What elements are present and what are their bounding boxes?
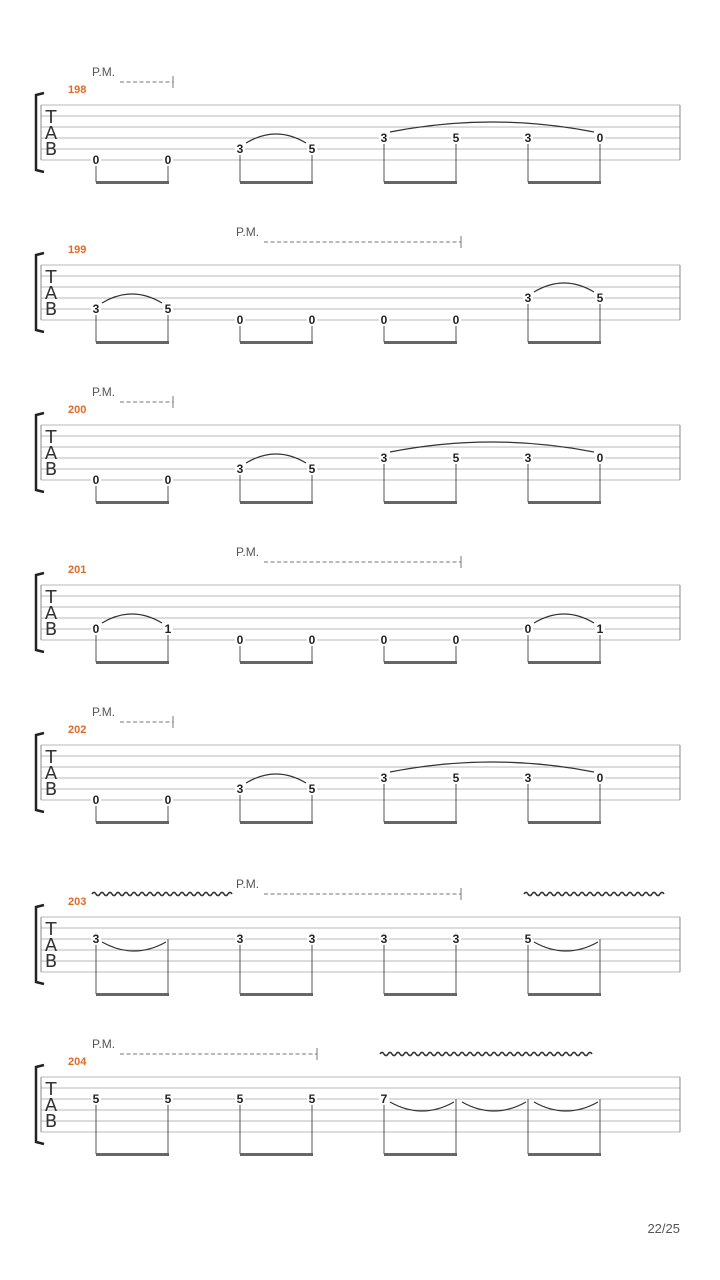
fret-number: 3 [524, 131, 532, 145]
fret-number: 3 [236, 142, 244, 156]
tab-clef-letter: A [44, 1095, 58, 1116]
note-beam [528, 993, 601, 996]
note-beam [96, 821, 169, 824]
measure-number: 198 [68, 84, 87, 96]
fret-number: 3 [524, 291, 532, 305]
fret-number: 0 [380, 633, 388, 647]
fret-number: 0 [236, 313, 244, 327]
tab-clef-letter: T [45, 919, 57, 940]
fret-number: 0 [452, 633, 460, 647]
palm-mute-label: P.M. [92, 705, 116, 719]
fret-number: 1 [164, 622, 172, 636]
fret-number: 5 [92, 1092, 100, 1106]
palm-mute-label: P.M. [236, 225, 260, 239]
measure-number: 203 [68, 896, 87, 908]
fret-number: 5 [308, 1092, 316, 1106]
tab-clef-letter: T [45, 267, 57, 288]
fret-number: 5 [308, 142, 316, 156]
fret-number: 3 [308, 932, 316, 946]
fret-number: 3 [380, 771, 388, 785]
fret-number: 0 [596, 771, 604, 785]
tab-clef-letter: T [45, 427, 57, 448]
fret-number: 0 [452, 313, 460, 327]
tab-clef-letter: B [44, 619, 58, 640]
note-beam [384, 181, 457, 184]
note-beam [240, 993, 313, 996]
fret-number: 3 [380, 932, 388, 946]
fret-number: 0 [308, 313, 316, 327]
fret-number: 1 [596, 622, 604, 636]
measure-number: 199 [68, 244, 87, 256]
tab-clef-letter: B [44, 1111, 58, 1132]
fret-number: 3 [524, 771, 532, 785]
vibrato-wave [92, 892, 232, 895]
tab-clef-letter: T [45, 587, 57, 608]
note-beam [384, 341, 457, 344]
fret-number: 3 [452, 932, 460, 946]
tab-clef-letter: B [44, 299, 58, 320]
tab-clef-letter: T [45, 1079, 57, 1100]
fret-number: 5 [164, 1092, 172, 1106]
fret-number: 0 [92, 473, 100, 487]
fret-number: 0 [380, 313, 388, 327]
measure-number: 200 [68, 404, 87, 416]
fret-number: 5 [452, 771, 460, 785]
fret-number: 0 [236, 633, 244, 647]
fret-number: 3 [236, 462, 244, 476]
note-beam [240, 821, 313, 824]
note-beam [96, 501, 169, 504]
fret-number: 5 [236, 1092, 244, 1106]
measure-number: 204 [68, 1056, 87, 1068]
palm-mute-label: P.M. [92, 1037, 116, 1051]
fret-number: 0 [524, 622, 532, 636]
note-beam [96, 661, 169, 664]
note-beam [240, 181, 313, 184]
fret-number: 5 [164, 302, 172, 316]
fret-number: 0 [164, 473, 172, 487]
tab-clef-letter: A [44, 763, 58, 784]
page-number: 22/25 [647, 1221, 680, 1236]
fret-number: 0 [596, 451, 604, 465]
note-beam [528, 341, 601, 344]
fret-number: 5 [308, 462, 316, 476]
note-beam [240, 341, 313, 344]
fret-number: 3 [524, 451, 532, 465]
note-beam [96, 181, 169, 184]
tab-clef-letter: A [44, 283, 58, 304]
tab-clef-letter: B [44, 951, 58, 972]
note-beam [240, 501, 313, 504]
vibrato-wave [380, 1052, 592, 1055]
note-beam [96, 993, 169, 996]
tab-clef-letter: T [45, 107, 57, 128]
fret-number: 0 [164, 793, 172, 807]
note-beam [384, 1153, 457, 1156]
fret-number: 0 [308, 633, 316, 647]
fret-number: 3 [380, 131, 388, 145]
tab-clef-letter: A [44, 603, 58, 624]
fret-number: 0 [92, 153, 100, 167]
note-beam [384, 993, 457, 996]
fret-number: 0 [164, 153, 172, 167]
fret-number: 5 [452, 451, 460, 465]
note-beam [240, 1153, 313, 1156]
note-beam [240, 661, 313, 664]
palm-mute-label: P.M. [236, 545, 260, 559]
tab-clef-letter: A [44, 935, 58, 956]
palm-mute-label: P.M. [92, 65, 116, 79]
vibrato-wave [524, 892, 664, 895]
note-beam [528, 821, 601, 824]
fret-number: 0 [92, 793, 100, 807]
fret-number: 3 [92, 302, 100, 316]
palm-mute-label: P.M. [236, 877, 260, 891]
tab-clef-letter: B [44, 459, 58, 480]
note-beam [528, 501, 601, 504]
note-beam [384, 501, 457, 504]
fret-number: 3 [236, 782, 244, 796]
note-beam [528, 1153, 601, 1156]
fret-number: 7 [380, 1092, 388, 1106]
palm-mute-label: P.M. [92, 385, 116, 399]
fret-number: 3 [92, 932, 100, 946]
fret-number: 5 [524, 932, 532, 946]
note-beam [384, 821, 457, 824]
tab-clef-letter: A [44, 123, 58, 144]
fret-number: 5 [452, 131, 460, 145]
tab-clef-letter: B [44, 779, 58, 800]
note-beam [96, 1153, 169, 1156]
fret-number: 0 [92, 622, 100, 636]
note-beam [528, 661, 601, 664]
tab-clef-letter: T [45, 747, 57, 768]
note-beam [96, 341, 169, 344]
measure-number: 201 [68, 564, 87, 576]
note-beam [528, 181, 601, 184]
tab-clef-letter: A [44, 443, 58, 464]
tab-clef-letter: B [44, 139, 58, 160]
fret-number: 5 [596, 291, 604, 305]
fret-number: 0 [596, 131, 604, 145]
note-beam [384, 661, 457, 664]
fret-number: 3 [236, 932, 244, 946]
fret-number: 3 [380, 451, 388, 465]
fret-number: 5 [308, 782, 316, 796]
measure-number: 202 [68, 724, 87, 736]
